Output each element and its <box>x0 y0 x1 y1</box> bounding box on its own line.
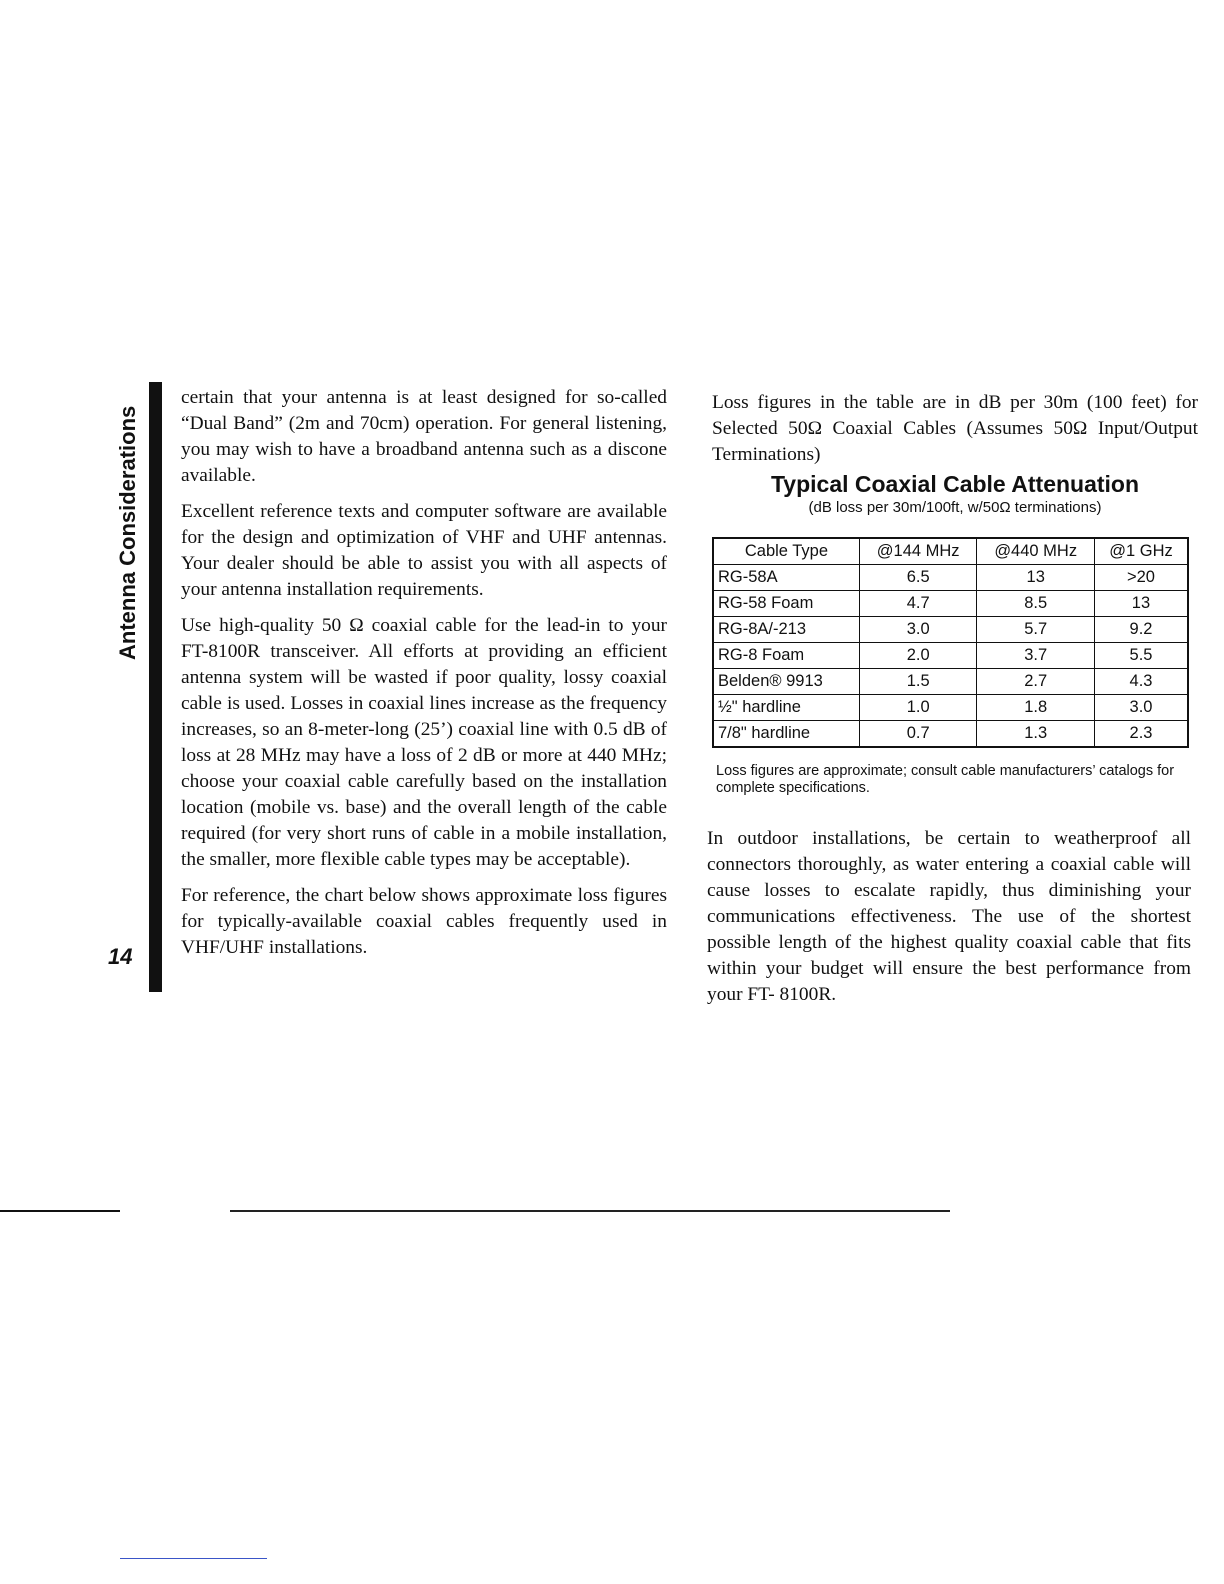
cable-name: RG-8A/-213 <box>713 617 859 643</box>
section-side-label: Antenna Considerations <box>115 405 140 660</box>
table-row <box>713 643 1188 669</box>
loss-440: 5.7 <box>977 617 1095 643</box>
paragraph-coaxial-cable: Use high-quality 50 Ω coaxial cable for the lead-in to your FT-8100R transceiver. All efforts at providing an efficient antenna system will be wasted if poor quality, lossy coaxial cable is used. Losses in coaxial lines increase as the frequency increases, so an 8-meter-long (25’) coaxial line with 0.5 dB of loss at 28 MHz may have a loss of 2 dB or more at 440 MHz; choose your coaxial cable carefully based on the installation location (mobile vs. base) and the overall length of the cable required (for very short runs of cable in a mobile installation, the smaller, more flexible cable types may be acceptable). <box>181 615 667 870</box>
loss-440: 2.7 <box>977 669 1095 695</box>
header-440mhz: @440 MHz <box>977 538 1095 565</box>
table-row <box>713 565 1188 591</box>
loss-144: 4.7 <box>859 591 977 617</box>
loss-1ghz: 13 <box>1094 591 1188 617</box>
loss-1ghz: 5.5 <box>1094 643 1188 669</box>
loss-1ghz: 9.2 <box>1094 617 1188 643</box>
loss-440: 13 <box>977 565 1095 591</box>
table-row <box>713 591 1188 617</box>
loss-440: 8.5 <box>977 591 1095 617</box>
paragraph-loss-figures: Loss figures in the table are in dB per 30m (100 feet) for Selected 50Ω Coaxial Cables (Assumes 50Ω Input/Output Terminations) <box>712 392 1198 465</box>
loss-1ghz: 3.0 <box>1094 695 1188 721</box>
header-1ghz: @1 GHz <box>1094 538 1188 565</box>
cable-name: RG-58A <box>713 565 859 591</box>
table-row <box>713 617 1188 643</box>
loss-144: 0.7 <box>859 721 977 748</box>
table-header-row <box>713 538 1188 565</box>
loss-440: 3.7 <box>977 643 1095 669</box>
page-number: 14 <box>108 944 133 969</box>
loss-440: 1.3 <box>977 721 1095 748</box>
bottom-rule <box>120 1558 267 1559</box>
loss-1ghz: >20 <box>1094 565 1188 591</box>
cable-name: RG-58 Foam <box>713 591 859 617</box>
attenuation-table <box>712 537 1189 748</box>
cable-name: ½" hardline <box>713 695 859 721</box>
loss-144: 1.5 <box>859 669 977 695</box>
cable-name: Belden® 9913 <box>713 669 859 695</box>
table-title: Typical Coaxial Cable Attenuation <box>770 471 1140 497</box>
side-tab-bar <box>149 382 162 992</box>
cable-name: 7/8" hardline <box>713 721 859 748</box>
loss-144: 3.0 <box>859 617 977 643</box>
loss-440: 1.8 <box>977 695 1095 721</box>
header-144mhz: @144 MHz <box>859 538 977 565</box>
paragraph-reference-texts: Excellent reference texts and computer software are available for the design and optimization of VHF and UHF antennas. Your dealer should be able to assist you with all aspects of your antenna installation requirements. <box>181 501 667 600</box>
table-row <box>713 721 1188 748</box>
header-cable-type: Cable Type <box>713 538 859 565</box>
right-column-intro <box>712 390 1198 478</box>
left-column <box>181 385 667 971</box>
loss-144: 1.0 <box>859 695 977 721</box>
table-subtitle: (dB loss per 30m/100ft, w/50Ω terminations) <box>808 499 1102 516</box>
paragraph-dual-band: certain that your antenna is at least designed for so-called “Dual Band” (2m and 70cm) operation. For general listening, you may wish to have a broadband antenna such as a discone available. <box>181 387 667 486</box>
paragraph-chart-reference: For reference, the chart below shows approximate loss figures for typically-available coaxial cables frequently used in VHF/UHF installations. <box>181 885 667 958</box>
table-row <box>713 695 1188 721</box>
right-column-closing <box>707 826 1191 1018</box>
loss-1ghz: 4.3 <box>1094 669 1188 695</box>
cable-name: RG-8 Foam <box>713 643 859 669</box>
footer-rule <box>230 1210 950 1212</box>
loss-144: 2.0 <box>859 643 977 669</box>
table-footnote: Loss figures are approximate; consult cable manufacturers’ catalogs for complete specifications. <box>716 763 1175 796</box>
table-row <box>713 669 1188 695</box>
loss-144: 6.5 <box>859 565 977 591</box>
footer-rule-left <box>0 1210 120 1212</box>
paragraph-weatherproof: In outdoor installations, be certain to weatherproof all connectors thoroughly, as water entering a coaxial cable will cause losses to escalate rapidly, thus diminishing your communications effectiveness. The use of the shortest possible length of the highest quality coaxial cable that fits within your budget will ensure the best performance from your FT- 8100R. <box>707 828 1191 1005</box>
loss-1ghz: 2.3 <box>1094 721 1188 748</box>
